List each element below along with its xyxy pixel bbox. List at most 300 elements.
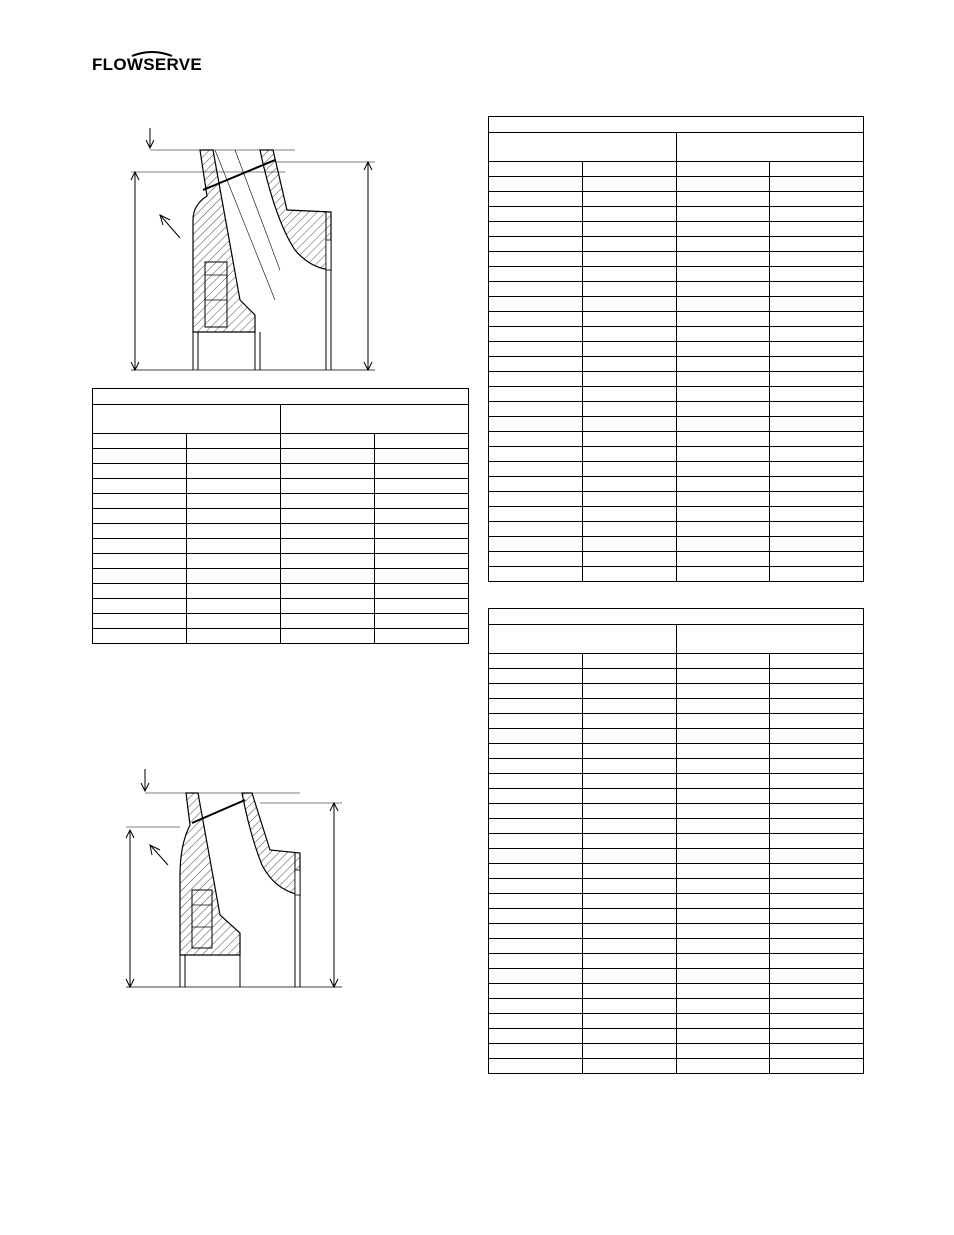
table-cell [770,162,864,177]
table-row [93,524,469,539]
table-row [93,599,469,614]
table-cell [489,1059,583,1074]
table-cell [489,834,583,849]
table-cell [582,387,676,402]
table-cell [770,297,864,312]
table-row [489,774,864,789]
table-head-row [489,625,864,654]
table-cell [676,267,770,282]
table-cell [582,267,676,282]
table-cell [489,625,677,654]
table-cell [187,599,281,614]
table-cell [676,954,770,969]
table-cell [582,729,676,744]
table-cell [281,554,375,569]
table-row [489,849,864,864]
table-cell [770,954,864,969]
table-row [489,654,864,669]
table-cell [489,417,583,432]
table-cell [93,614,187,629]
table-cell [375,584,469,599]
table-cell [489,207,583,222]
table-cell [770,522,864,537]
table-cell [375,464,469,479]
table-cell [582,522,676,537]
table-row [489,999,864,1014]
table-cell [770,684,864,699]
table-cell [375,434,469,449]
table-cell [770,939,864,954]
table-cell [770,774,864,789]
table-cell [93,569,187,584]
table-cell [582,357,676,372]
table-cell [489,879,583,894]
table-cell [676,417,770,432]
table-cell [582,567,676,582]
table-cell [187,434,281,449]
table-cell [676,669,770,684]
table-cell [582,282,676,297]
table-cell [489,819,583,834]
table-cell [489,714,583,729]
table-cell [489,684,583,699]
table-cell [93,494,187,509]
table-cell [676,552,770,567]
table-cell [582,789,676,804]
table-cell [676,387,770,402]
table-cell [770,417,864,432]
table-row [489,714,864,729]
table-cell [375,629,469,644]
table-cell [489,372,583,387]
table-cell [676,984,770,999]
impeller-section-lower [120,765,350,995]
table-row [93,464,469,479]
table-row [489,759,864,774]
table-row [489,909,864,924]
table-cell [582,699,676,714]
table-cell [676,507,770,522]
table-cell [770,312,864,327]
table-cell [489,954,583,969]
table-cell [770,849,864,864]
table-cell [281,584,375,599]
table-cell [187,614,281,629]
table-cell [676,969,770,984]
table-cell [676,1014,770,1029]
table-row [489,567,864,582]
table-row [489,252,864,267]
table-cell [582,909,676,924]
table-cell [582,999,676,1014]
table-cell [489,327,583,342]
table-cell [770,357,864,372]
table-cell [489,177,583,192]
table-row [489,507,864,522]
table-cell [770,402,864,417]
table-cell [582,417,676,432]
table-cell [676,924,770,939]
table-row [93,509,469,524]
table-cell [489,699,583,714]
table-cell [676,714,770,729]
table-cell [770,237,864,252]
table-cell [770,477,864,492]
table-cell [582,849,676,864]
table-cell [375,449,469,464]
table-cell [676,222,770,237]
table-cell [582,714,676,729]
table-cell [281,509,375,524]
table-cell [676,567,770,582]
table-cell [489,909,583,924]
table-cell [770,729,864,744]
table-cell [281,479,375,494]
table-cell [489,432,583,447]
table-cell [582,924,676,939]
table-cell [93,584,187,599]
table-cell [582,297,676,312]
table-cell [770,714,864,729]
table-row [489,297,864,312]
table-row [489,432,864,447]
table-cell [582,342,676,357]
table-cell [770,864,864,879]
table-cell [676,282,770,297]
table-cell [770,1044,864,1059]
table-cell [770,879,864,894]
table-cell [489,849,583,864]
table-cell [676,894,770,909]
dimension-table-right-top [488,116,864,582]
table-row [489,699,864,714]
table-cell [489,759,583,774]
table-cell [489,507,583,522]
table-row [93,569,469,584]
table-row [93,479,469,494]
table-cell [676,192,770,207]
table-cell [770,894,864,909]
table-row [489,462,864,477]
table-cell [187,479,281,494]
table-cell [770,744,864,759]
table-cell [770,552,864,567]
table-cell [93,524,187,539]
table-cell [489,117,864,133]
table-cell [770,669,864,684]
table-cell [489,537,583,552]
table-cell [676,789,770,804]
table-cell [582,492,676,507]
table-cell [93,509,187,524]
table-title-row [489,117,864,133]
table-cell [489,894,583,909]
table-row [489,312,864,327]
table-cell [676,1029,770,1044]
table-cell [582,192,676,207]
table-cell [489,984,583,999]
table-cell [489,864,583,879]
table-cell [676,774,770,789]
flowserve-logo [92,50,212,78]
table-cell [676,462,770,477]
table-cell [375,569,469,584]
table-row [489,939,864,954]
table-row [489,162,864,177]
table-cell [489,267,583,282]
table-row [489,684,864,699]
table-cell [489,162,583,177]
table-cell [489,609,864,625]
table-cell [582,177,676,192]
table-cell [770,969,864,984]
table-cell [676,849,770,864]
table-row [489,894,864,909]
table-cell [582,774,676,789]
table-cell [93,464,187,479]
table-cell [582,1044,676,1059]
table-row [489,192,864,207]
table-cell [489,492,583,507]
table-cell [770,207,864,222]
table-cell [489,924,583,939]
table-row [489,537,864,552]
table-cell [770,192,864,207]
table-cell [489,969,583,984]
table-cell [93,629,187,644]
table-cell [187,554,281,569]
table-cell [489,804,583,819]
table-cell [489,387,583,402]
table-row [489,327,864,342]
table-cell [489,552,583,567]
table-cell [770,372,864,387]
impeller-section-upper [95,120,405,382]
table-cell [676,864,770,879]
table-cell [489,133,677,162]
table-cell [582,984,676,999]
table-cell [676,879,770,894]
table-row [489,447,864,462]
table-row [489,177,864,192]
table-cell [770,654,864,669]
table-cell [489,192,583,207]
table-cell [582,312,676,327]
table-row [489,864,864,879]
table-row [489,669,864,684]
table-cell [582,462,676,477]
table-cell [489,999,583,1014]
table-cell [770,789,864,804]
table-cell [770,222,864,237]
table-cell [281,629,375,644]
table-cell [281,449,375,464]
table-row [489,954,864,969]
table-cell [489,789,583,804]
table-cell [489,1014,583,1029]
table-cell [582,954,676,969]
table-row [489,789,864,804]
table-cell [582,552,676,567]
table-cell [582,879,676,894]
table-cell [187,494,281,509]
table-row [489,357,864,372]
table-row [489,522,864,537]
table-cell [676,684,770,699]
table-cell [770,462,864,477]
table-cell [281,569,375,584]
table-cell [770,1014,864,1029]
table-cell [676,1059,770,1074]
table-cell [770,177,864,192]
table-cell [676,177,770,192]
table-cell [281,405,469,434]
table-cell [582,834,676,849]
table-cell [375,479,469,494]
table-cell [770,999,864,1014]
table-cell [93,389,469,405]
table-cell [770,759,864,774]
table-cell [676,477,770,492]
table-row [93,494,469,509]
table-cell [489,477,583,492]
table-cell [676,372,770,387]
table-cell [676,432,770,447]
table-cell [375,599,469,614]
table-cell [676,522,770,537]
table-cell [770,699,864,714]
table-row [489,729,864,744]
table-cell [676,492,770,507]
table-cell [676,939,770,954]
table-row [489,804,864,819]
table-row [489,282,864,297]
table-cell [187,524,281,539]
table-cell [770,834,864,849]
table-cell [187,509,281,524]
table-row [93,554,469,569]
table-cell [676,162,770,177]
table-cell [582,537,676,552]
table-cell [770,267,864,282]
table-cell [582,819,676,834]
table-cell [676,804,770,819]
table-cell [676,744,770,759]
table-cell [489,774,583,789]
table-cell [676,699,770,714]
table-row [489,1014,864,1029]
table-row [489,819,864,834]
table-cell [489,402,583,417]
table-cell [489,297,583,312]
table-cell [489,312,583,327]
table-cell [93,479,187,494]
table-cell [676,537,770,552]
table-row [489,372,864,387]
table-cell [676,999,770,1014]
table-cell [582,684,676,699]
table-cell [676,1044,770,1059]
table-cell [770,567,864,582]
table-cell [676,357,770,372]
table-row [489,492,864,507]
table-cell [281,599,375,614]
dimension-table-right-bottom [488,608,864,1074]
table-cell [770,252,864,267]
table-cell [281,539,375,554]
table-cell [489,342,583,357]
table-cell [93,599,187,614]
table-row [93,449,469,464]
table-cell [676,327,770,342]
table-cell [489,939,583,954]
table-cell [770,327,864,342]
table-cell [676,759,770,774]
table-title-row [489,609,864,625]
table-cell [375,524,469,539]
table-row [93,434,469,449]
table-cell [676,654,770,669]
table-cell [582,1014,676,1029]
table-cell [187,464,281,479]
table-cell [489,729,583,744]
table-row [93,629,469,644]
table-cell [582,372,676,387]
table-cell [770,432,864,447]
table-cell [582,432,676,447]
table-cell [187,569,281,584]
table-cell [676,237,770,252]
table-cell [582,477,676,492]
table-head-row [489,133,864,162]
table-cell [676,909,770,924]
table-cell [582,207,676,222]
table-row [489,879,864,894]
table-cell [676,729,770,744]
table-row [93,584,469,599]
table-row [489,237,864,252]
table-cell [489,567,583,582]
table-cell [582,1059,676,1074]
table-cell [676,207,770,222]
table-cell [281,614,375,629]
table-cell [582,237,676,252]
table-cell [676,297,770,312]
table-cell [676,834,770,849]
table-cell [582,759,676,774]
table-cell [582,669,676,684]
table-row [489,477,864,492]
table-cell [582,327,676,342]
table-cell [582,402,676,417]
table-row [93,614,469,629]
table-cell [489,357,583,372]
table-cell [582,939,676,954]
table-cell [582,804,676,819]
table-cell [489,222,583,237]
table-cell [676,625,864,654]
table-title-row [93,389,469,405]
table-cell [770,537,864,552]
table-cell [375,494,469,509]
table-row [489,402,864,417]
table-row [489,834,864,849]
table-cell [676,402,770,417]
table-cell [770,1059,864,1074]
table-row [489,744,864,759]
table-cell [281,524,375,539]
table-cell [187,584,281,599]
